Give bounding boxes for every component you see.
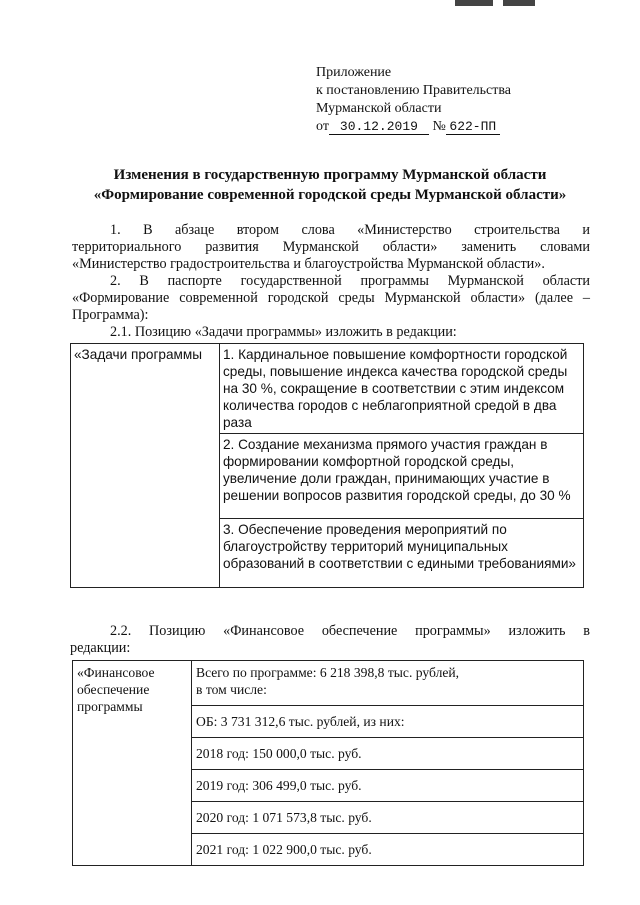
appendix-line-1: Приложение [316, 65, 392, 80]
finance-total-line-1: Всего по программе: 6 218 398,8 тыс. рублей, [196, 665, 460, 680]
finance-label-line-3: программы [77, 699, 143, 714]
task-item-1: 1. Кардинальное повышение комфортности городской среды, повышение индекса качества городской среды на 30 %, сокращение в соответствии с этим индексом количества городов с неблагоприятной средой в два раза [220, 344, 584, 434]
appendix-header [316, 64, 511, 136]
number-prefix: № [432, 119, 446, 134]
appendix-line-2: к постановлению Правительства [316, 83, 512, 98]
paragraph-2-2-line-2: редакции: [70, 640, 131, 656]
paragraph-2 [72, 273, 590, 324]
finance-row: 2019 год: 306 499,0 тыс. руб. [192, 770, 584, 802]
scan-mark [455, 0, 493, 6]
paragraph-2-2-line-1: 2.2. Позицию «Финансовое обеспечение программы» изложить в [110, 623, 590, 639]
finance-table [72, 660, 584, 866]
finance-total [192, 661, 584, 706]
paragraph-2-line-3: Программа): [72, 307, 149, 323]
paragraph-2-line-2: «Формирование современной городской среды Мурманской области» (далее – [72, 290, 590, 306]
paragraph-1-line-3: «Министерство градостроительства и благоустройства Мурманской области». [72, 256, 545, 272]
paragraph-2-1 [72, 324, 590, 341]
paragraph-2-2 [72, 623, 590, 657]
resolution-number: 622-ПП [446, 119, 500, 135]
task-item-3: 3. Обеспечение проведения мероприятий по благоустройству территорий муниципальных образований в соответствии с едиными требованиями» [220, 519, 584, 588]
title-line-1: Изменения в государственную программу Мурманской области [113, 167, 547, 183]
finance-row: 2021 год: 1 022 900,0 тыс. руб. [192, 834, 584, 866]
finance-total-line-2: в том числе: [196, 682, 267, 697]
title-line-2: «Формирование современной городской среды Мурманской области» [93, 187, 567, 203]
finance-label-line-1: «Финансовое [77, 665, 155, 680]
task-item-2: 2. Создание механизма прямого участия граждан в формировании комфортной городской среды, увеличение доли граждан, принимающих участие в решении вопросов развития городской среды, до 30 % [220, 434, 584, 519]
paragraph-1 [72, 222, 590, 273]
table-row [73, 661, 584, 706]
tasks-label: «Задачи программы [71, 344, 220, 588]
appendix-line-3: Мурманской области [316, 101, 442, 116]
finance-row: ОБ: 3 731 312,6 тыс. рублей, из них: [192, 706, 584, 738]
document-title [60, 165, 600, 205]
paragraph-1-line-2: территориального развития Мурманской области» заменить словами [72, 239, 590, 255]
resolution-date: 30.12.2019 [329, 119, 429, 135]
paragraph-1-line-1: 1. В абзаце втором слова «Министерство строительства и [110, 222, 590, 238]
finance-row: 2020 год: 1 071 573,8 тыс. руб. [192, 802, 584, 834]
scan-mark [503, 0, 535, 6]
finance-label-line-2: обеспечение [77, 682, 150, 697]
appendix-date-line [316, 118, 511, 136]
tasks-table [70, 343, 584, 588]
finance-row: 2018 год: 150 000,0 тыс. руб. [192, 738, 584, 770]
table-row [71, 344, 584, 434]
paragraph-2-line-1: 2. В паспорте государственной программы Мурманской области [110, 273, 590, 289]
paragraph-2-1-text: 2.1. Позицию «Задачи программы» изложить в редакции: [110, 324, 457, 340]
date-prefix: от [316, 119, 329, 134]
finance-label [73, 661, 192, 866]
